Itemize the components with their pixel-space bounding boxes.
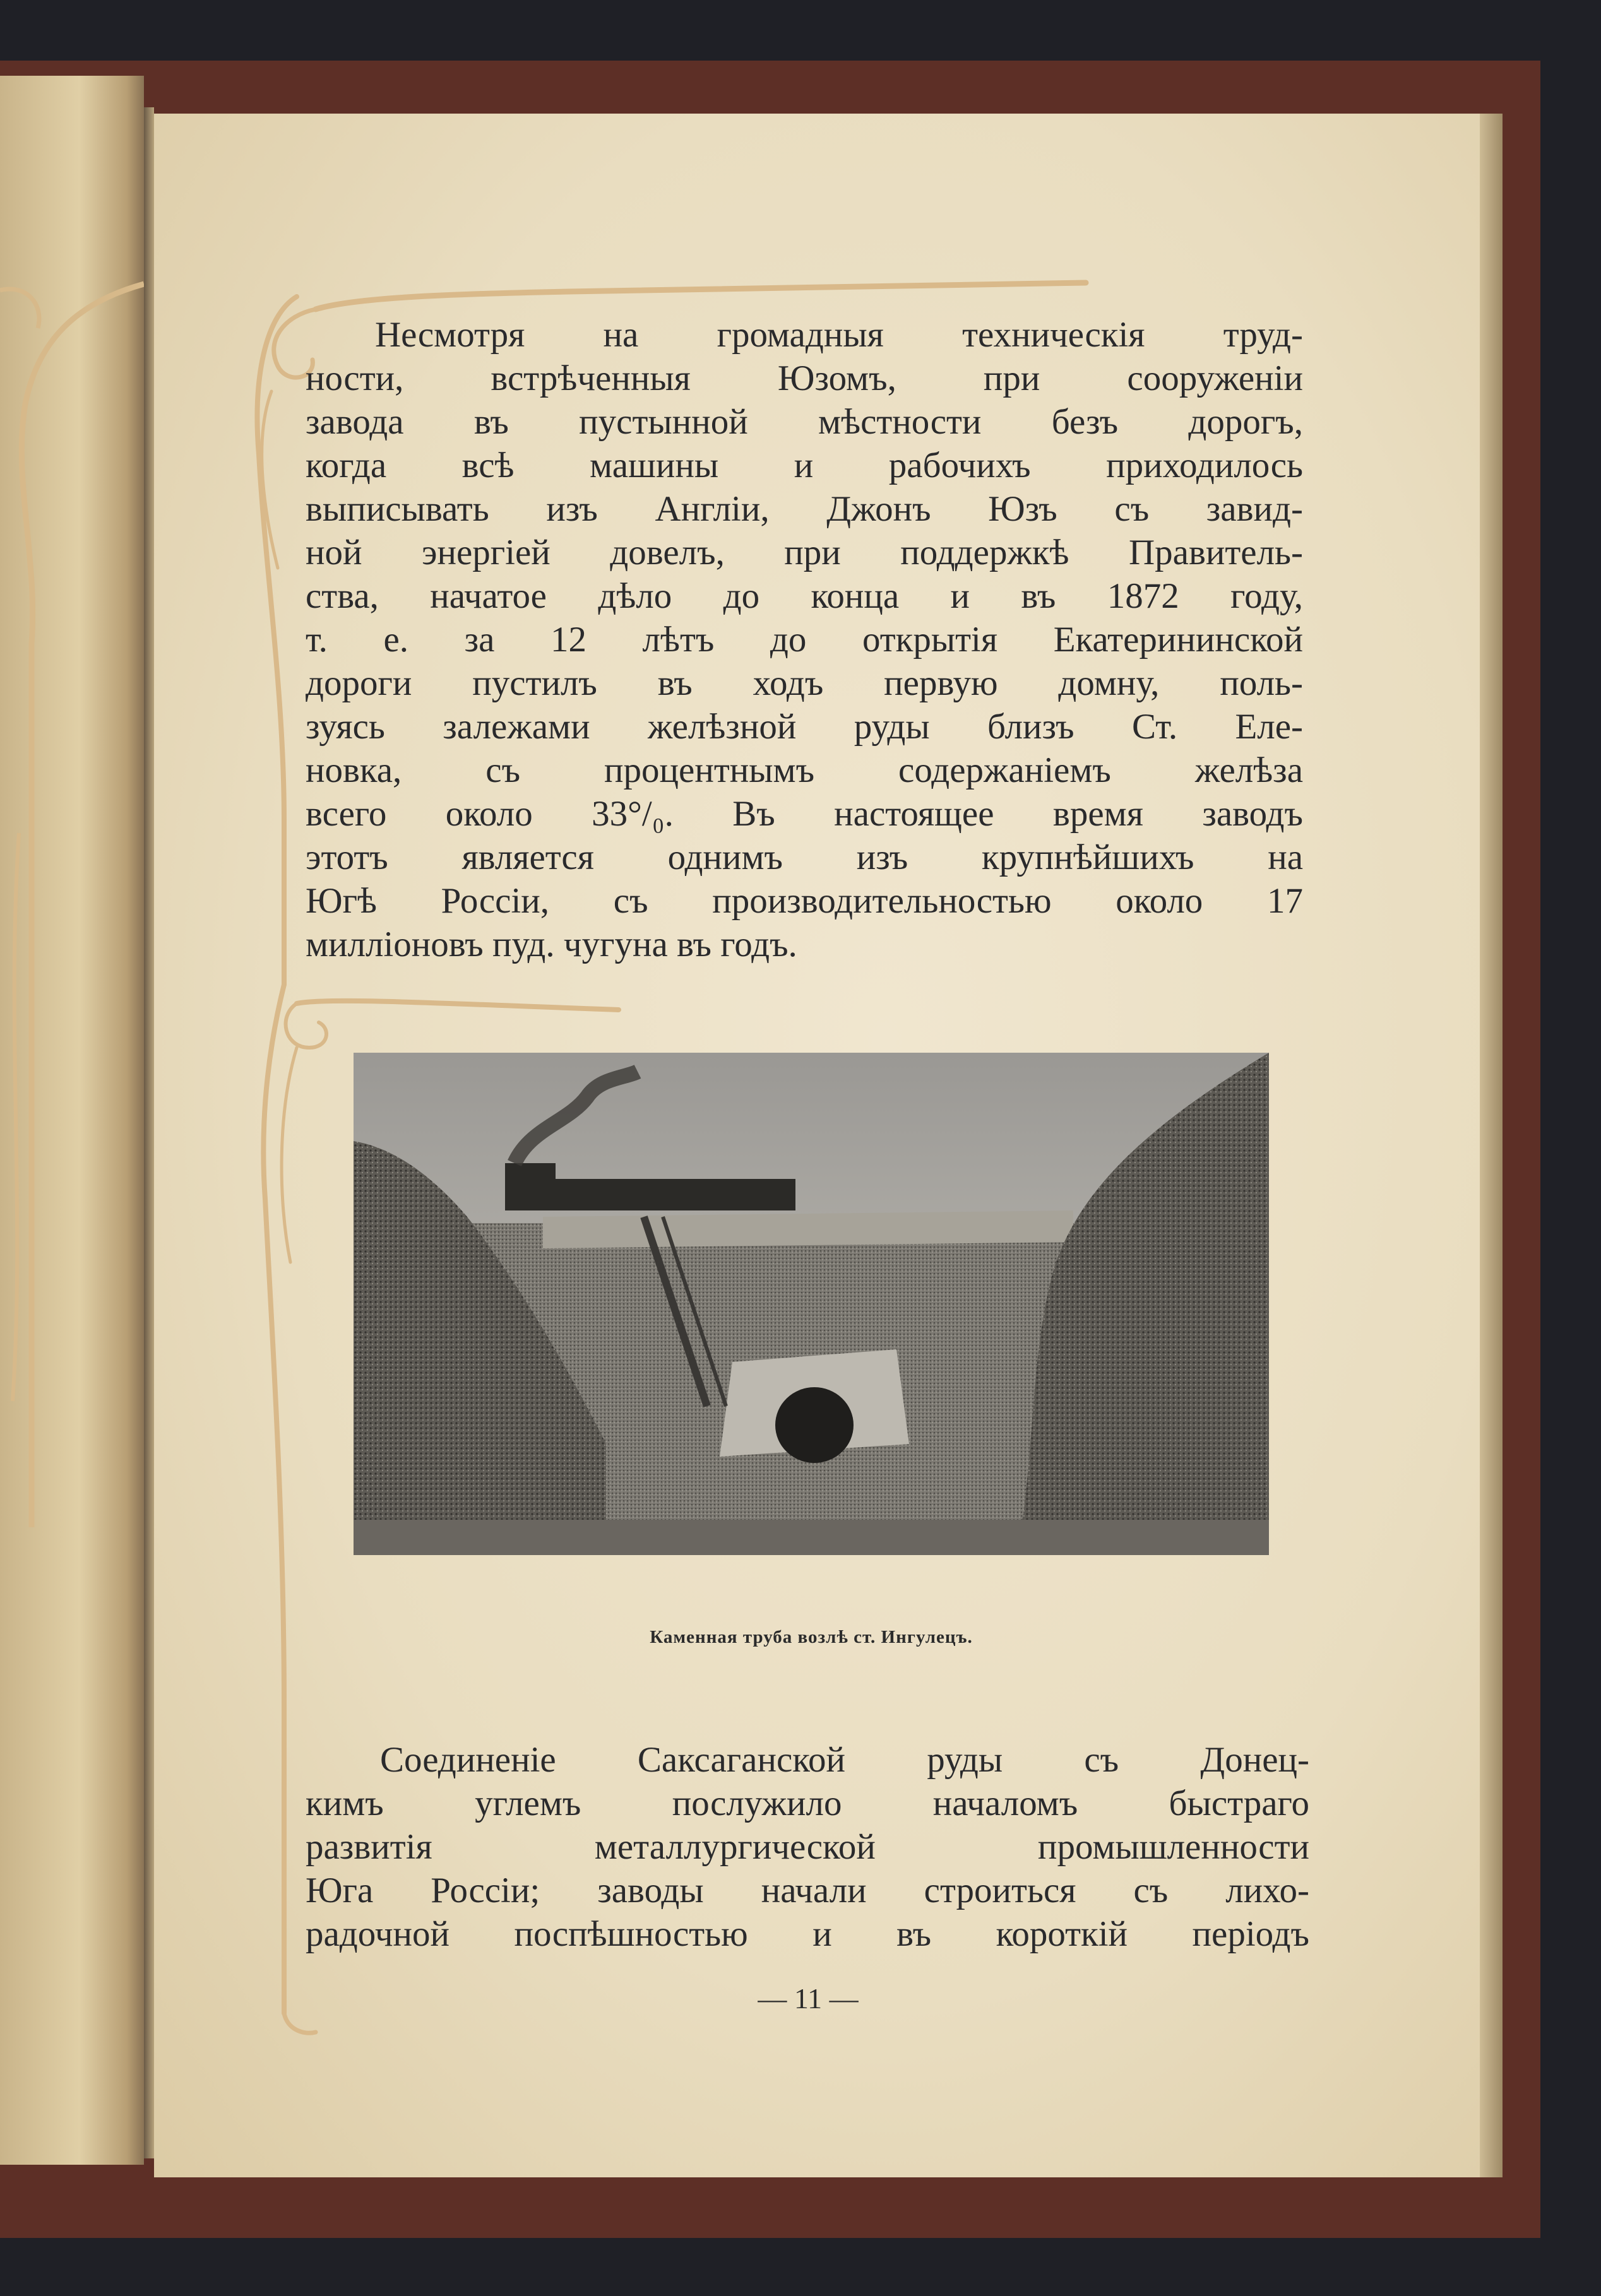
paragraph-1: [306, 313, 1303, 966]
photo-stone-culvert-train: [354, 1053, 1269, 1555]
page-number: — 11 —: [758, 1982, 859, 2015]
paragraph-1-line: выписывать изъ Англіи, Джонъ Юзъ съ завид-: [306, 489, 1303, 529]
paragraph-2-line: кимъ углемъ послужило началомъ быстраго: [306, 1784, 1309, 1823]
paragraph-1-line: дороги пустилъ въ ходъ первую домну, поль-: [306, 663, 1303, 703]
paragraph-2-line: развитія металлургической промышленности: [306, 1827, 1309, 1867]
paragraph-2-line: Юга Россіи; заводы начали строиться съ лихо-: [306, 1871, 1309, 1910]
paragraph-1-line: ности, встрѣченныя Юзомъ, при сооруженіи: [306, 358, 1303, 398]
paragraph-1-line: когда всѣ машины и рабочихъ приходилось: [306, 446, 1303, 485]
paragraph-1-line: новка, съ процентнымъ содержаніемъ желѣза: [306, 750, 1303, 790]
paragraph-2-line: Соединеніе Саксаганской руды съ Донец-: [380, 1740, 1309, 1780]
paragraph-1-line: завода въ пустынной мѣстности безъ дорогъ,: [306, 402, 1303, 442]
paragraph-1-line: ства, начатое дѣло до конца и въ 1872 году,: [306, 576, 1303, 616]
paragraph-2: [306, 1738, 1309, 1956]
paragraph-1-line: милліоновъ пуд. чугуна въ годъ.: [306, 925, 797, 964]
paragraph-1-line: т. е. за 12 лѣтъ до открытія Екатерининской: [306, 620, 1303, 660]
paragraph-1-line: Югѣ Россіи, съ производительностью около 17: [306, 881, 1303, 921]
paragraph-1-line: зуясь залежами желѣзной руды близъ Ст. Еле-: [306, 707, 1303, 747]
paragraph-1-line: Несмотря на громадныя техническія труд-: [375, 315, 1303, 355]
paragraph-1-line: этотъ является однимъ изъ крупнѣйшихъ на: [306, 837, 1303, 877]
paragraph-1-line: ной энергіей довелъ, при поддержкѣ Правитель-: [306, 533, 1303, 572]
figure-caption: Каменная труба возлѣ ст. Ингулецъ.: [650, 1627, 973, 1647]
paragraph-2-line: радочной поспѣшностью и въ короткій періодъ: [306, 1914, 1309, 1954]
paragraph-1-line: всего около 33°/₀. Въ настоящее время заводъ: [306, 794, 1303, 834]
